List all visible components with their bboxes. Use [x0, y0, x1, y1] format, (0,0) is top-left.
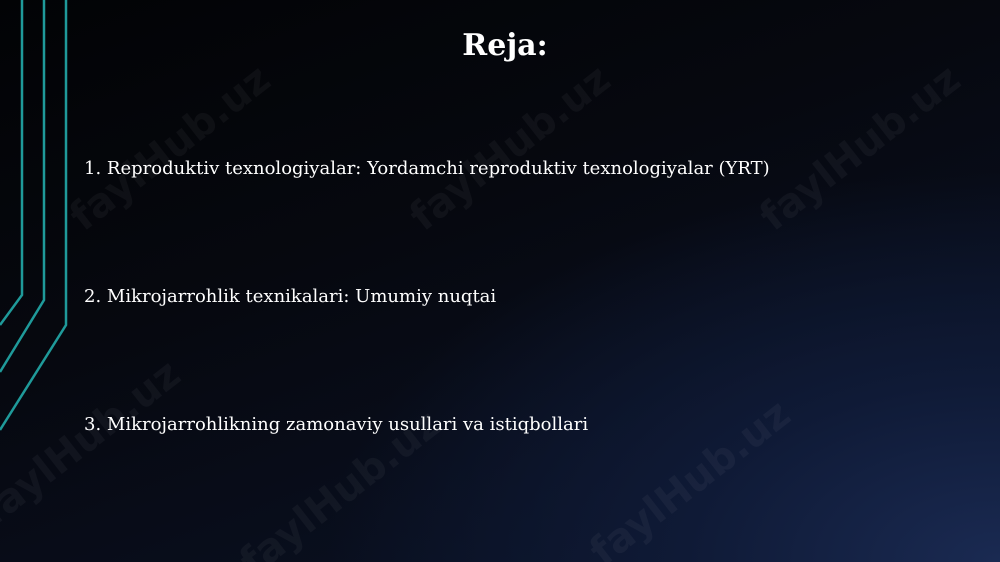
plan-item-1: 1. Reproduktiv texnologiyalar: Yordamchi reproduktiv texnologiyalar (YRT): [84, 158, 770, 179]
plan-item-3: 3. Mikrojarrohlikning zamonaviy usullari va istiqbollari: [84, 414, 589, 435]
watermark: [401, 56, 619, 240]
watermark: [581, 391, 799, 562]
watermark: [751, 56, 969, 240]
watermark: [61, 56, 279, 240]
decorative-teal-lines: [0, 0, 80, 562]
plan-item-2: 2. Mikrojarrohlik texnikalari: Umumiy nuqtai: [84, 286, 497, 307]
slide-title: Reja:: [462, 28, 548, 63]
